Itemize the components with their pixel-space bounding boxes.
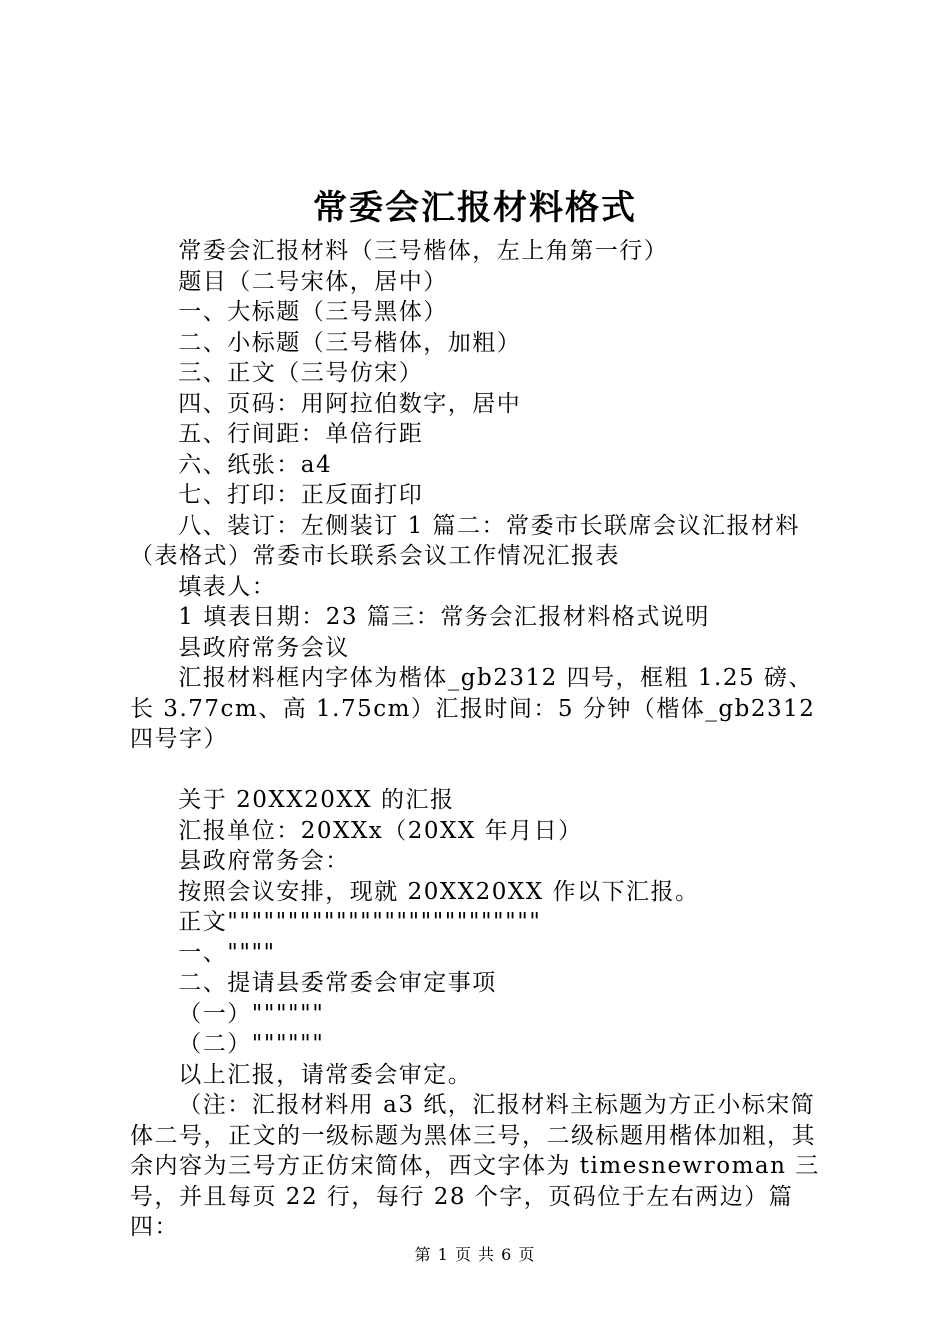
paragraph: 县政府常务会： [178, 848, 350, 874]
page-footer: 第 1 页 共 6 页 [414, 1245, 536, 1264]
paragraph: 汇报单位：20XXx（20XX 年月日） [178, 817, 583, 844]
paragraph: 常委会汇报材料（三号楷体，左上角第一行） [178, 238, 669, 264]
paragraph: 关于 20XX20XX 的汇报 [178, 787, 455, 813]
paragraph: 县政府常务会议 [178, 634, 350, 661]
paragraph: 按照会议安排，现就 20XX20XX 作以下汇报。 [178, 878, 700, 905]
paragraph: 四、页码：用阿拉伯数字，居中 [178, 390, 522, 417]
paragraph: 二、小标题（三号楷体，加粗） [178, 329, 522, 356]
paragraph: 六、纸张：a4 [178, 451, 333, 478]
paragraph: 一、"""" [178, 939, 276, 966]
paragraph: 五、行间距：单倍行距 [178, 421, 424, 447]
document-body [130, 236, 835, 1243]
document-title: 常委会汇报材料格式 [313, 188, 637, 228]
blank-line [130, 755, 835, 786]
paragraph: 七、打印：正反面打印 [178, 482, 424, 508]
paragraph: （二）"""""" [178, 1031, 325, 1057]
paragraph: 二、提请县委常委会审定事项 [178, 970, 497, 996]
paragraph: 填表人： [178, 573, 277, 600]
paragraph: 1 填表日期：23 篇三：常务会汇报材料格式说明 [178, 604, 710, 630]
paragraph: （一）"""""" [178, 1000, 325, 1027]
paragraph: 题目（二号宋体，居中） [178, 268, 448, 295]
paragraph: 一、大标题（三号黑体） [178, 299, 448, 325]
paragraph: 八、装订：左侧装订 1 篇二：常委市长联席会议汇报材料（表格式）常委市长联系会议工作情况汇报表 [130, 512, 801, 569]
paragraph: 汇报材料框内字体为楷体_gb2312 四号，框粗 1.25 磅、长 3.77cm、高 1.75cm）汇报时间：5 分钟（楷体_gb2312 四号字） [130, 665, 816, 752]
paragraph: （注：汇报材料用 a3 纸，汇报材料主标题为方正小标宋简体二号，正文的一级标题为黑体三号，二级标题用楷体加粗，其余内容为三号方正仿宋简体，西文字体为 timesnewroman 三号，并且每页 22 行，每行 28 个字，页码位于左右两边）篇四： [130, 1092, 820, 1240]
paragraph: 三、正文（三号仿宋） [178, 360, 424, 386]
paragraph: 以上汇报，请常委会审定。 [178, 1061, 473, 1088]
paragraph: 正文"""""""""""""""""""""""""" [178, 909, 542, 935]
